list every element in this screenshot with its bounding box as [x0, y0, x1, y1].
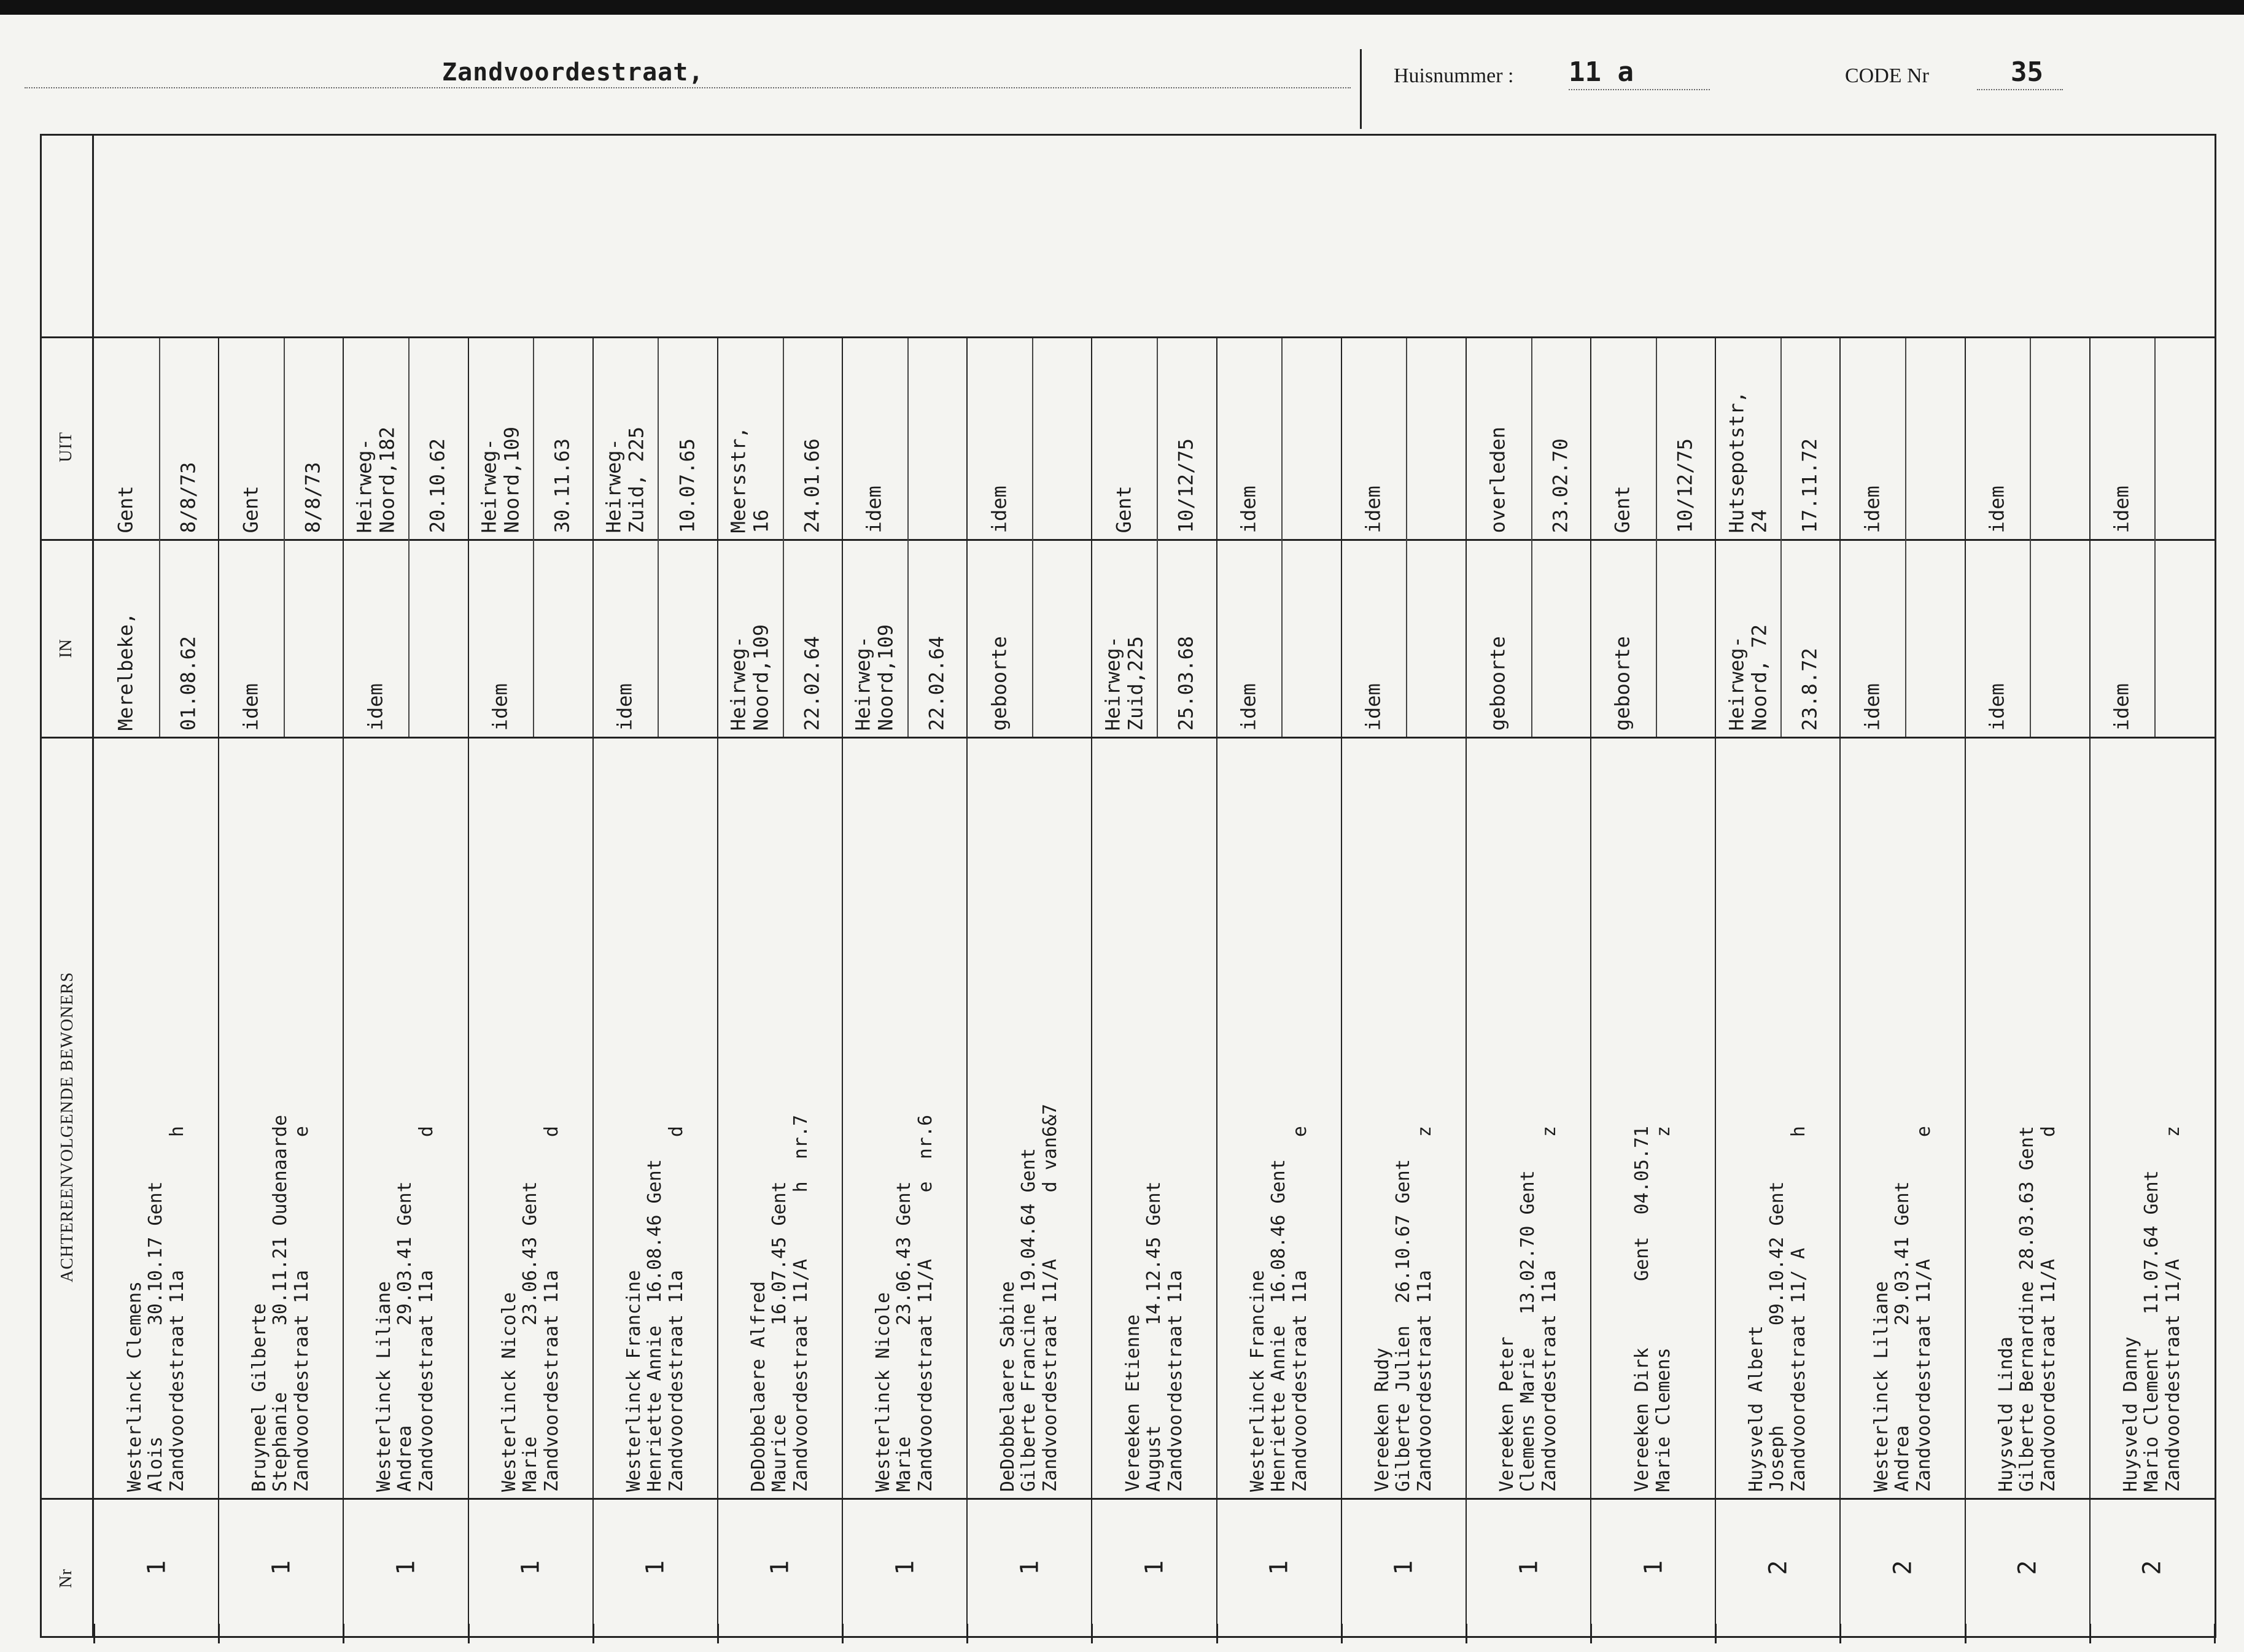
row-number: 1: [1015, 1560, 1044, 1576]
uit-place: idem: [987, 485, 1011, 533]
row-number: 1: [1265, 1560, 1294, 1576]
in-place: idem: [1986, 683, 2009, 731]
in-date: [1656, 541, 1716, 737]
col-header-in: IN: [56, 638, 76, 658]
uit-date: [1032, 338, 1092, 539]
in-place: idem: [613, 683, 637, 731]
bottom-tick: [717, 1624, 719, 1643]
uit-place: idem: [1362, 485, 1386, 533]
in-date: [2030, 541, 2090, 737]
huisnummer-dotline: [1569, 89, 1710, 90]
in-date: [1531, 541, 1591, 737]
uit-date: [1905, 338, 1965, 539]
uit-date: [1406, 338, 1466, 539]
bottom-tick: [1216, 1624, 1218, 1643]
in-place: idem: [488, 683, 512, 731]
uit-place: Gent: [1611, 485, 1635, 533]
uit-date: 17.11.72: [1798, 438, 1822, 533]
uit-place: Gent: [239, 485, 263, 533]
in-place: idem: [239, 683, 263, 731]
in-date: 23.8.72: [1798, 648, 1822, 731]
bottom-tick: [1965, 1624, 1966, 1643]
uit-place: idem: [863, 485, 887, 533]
uit-place: Hutsepotstr, 24: [1725, 390, 1771, 533]
in-place: Heirweg- Noord,109: [726, 624, 773, 731]
in-date: [1281, 541, 1341, 737]
code-dotline: [1977, 89, 2063, 90]
in-date: [1032, 541, 1092, 737]
in-place: geboorte: [987, 635, 1011, 731]
in-date: [658, 541, 718, 737]
uit-date: 10.07.65: [675, 438, 699, 533]
uit-date: [907, 338, 968, 539]
resident-entry: Vereeken Rudy Gilberte Julien 26.10.67 Gent Zandvoordestraat 11a z: [1371, 1125, 1435, 1492]
code-label: CODE Nr: [1845, 64, 1929, 87]
huisnummer-label: Huisnummer :: [1394, 64, 1514, 87]
row-number: 2: [2013, 1560, 2042, 1576]
in-place: idem: [1860, 683, 1884, 731]
resident-entry: Vereeken Dirk Gent 04.05.71 Marie Clemens z: [1631, 1125, 1674, 1492]
bottom-tick: [343, 1624, 344, 1643]
uit-date: 20.10.62: [426, 438, 450, 533]
row-number: 1: [641, 1560, 670, 1576]
bottom-tick: [218, 1624, 220, 1643]
resident-entry: Huysveld Danny Mario Clement 11.07.64 Gent Zandvoordestraat 11/A z: [2119, 1125, 2184, 1492]
row-number: 2: [1763, 1560, 1792, 1576]
bottom-tick: [2089, 1624, 2091, 1643]
in-place: idem: [1362, 683, 1386, 731]
resident-entry: Westerlinck Nicole Marie 23.06.43 Gent Zandvoordestraat 11a d: [498, 1125, 562, 1492]
resident-entry: Westerlinck Francine Henriette Annie 16.08.46 Gent Zandvoordestraat 11a d: [623, 1125, 687, 1492]
resident-entry: Vereeken Etienne August 14.12.45 Gent Zandvoordestraat 11a: [1122, 1181, 1186, 1492]
uit-date: [1281, 338, 1341, 539]
uit-place: Gent: [114, 485, 138, 533]
bottom-tick: [1341, 1624, 1343, 1643]
uit-date: 8/8/73: [301, 462, 325, 533]
in-date: [533, 541, 593, 737]
uit-place: Heirweg- Zuid, 225: [602, 426, 648, 533]
resident-entry: Westerlinck Liliane Andrea 29.03.41 Gent Zandvoordestraat 11a d: [373, 1125, 438, 1492]
in-date: 25.03.68: [1174, 635, 1198, 731]
uit-place: Heirweg- Noord,182: [352, 426, 399, 533]
bottom-tick: [1466, 1624, 1467, 1643]
uit-date: 10/12/75: [1674, 438, 1698, 533]
uit-date: 24.01.66: [800, 438, 824, 533]
row-number: 1: [766, 1560, 794, 1576]
row-number: 1: [391, 1560, 420, 1576]
bottom-tick: [1839, 1624, 1841, 1643]
street-dotline: [25, 87, 1351, 88]
row-number: 1: [1639, 1560, 1667, 1576]
in-date: [1905, 541, 1965, 737]
row-number: 1: [1139, 1560, 1168, 1576]
bottom-tick: [2214, 1624, 2216, 1643]
in-date: [284, 541, 344, 737]
resident-entry: Westerlinck Clemens Alois 30.10.17 Gent Zandvoordestraat 11a h: [123, 1125, 188, 1492]
col-header-nr: Nr: [56, 1569, 76, 1588]
in-place: idem: [2110, 683, 2134, 731]
bottom-tick: [592, 1624, 594, 1643]
in-date: [1406, 541, 1466, 737]
in-place: geboorte: [1611, 635, 1635, 731]
row-number: 1: [266, 1560, 295, 1576]
col-header-uit: UIT: [56, 432, 76, 462]
resident-entry: Huysveld Albert Joseph 09.10.42 Gent Zandvoordestraat 11/ A h: [1745, 1125, 1810, 1492]
uit-date: 8/8/73: [177, 462, 201, 533]
in-place: Heirweg- Noord,109: [852, 624, 898, 731]
bottom-tick: [1590, 1624, 1592, 1643]
resident-entry: Bruyneel Gilberte Stephanie 30.11.21 Oudenaarde Zandvoordestraat 11a e: [249, 1114, 313, 1492]
uit-place: overleden: [1486, 426, 1510, 533]
bottom-tick: [1715, 1624, 1717, 1643]
resident-entry: Huysveld Linda Gilberte Bernardine 28.03.63 Gent Zandvoordestraat 11/A d: [1995, 1125, 2059, 1492]
row-number: 2: [1889, 1560, 1917, 1576]
resident-entry: Westerlinck Liliane Andrea 29.03.41 Gent Zandvoordestraat 11/A e: [1870, 1125, 1935, 1492]
uit-date: [2030, 338, 2090, 539]
uit-place: idem: [1986, 485, 2009, 533]
uit-place: idem: [1237, 485, 1261, 533]
street-name: Zandvoordestraat,: [442, 58, 704, 87]
bottom-tick: [468, 1624, 470, 1643]
in-place: geboorte: [1486, 635, 1510, 731]
resident-entry: Westerlinck Francine Henriette Annie 16.08.46 Gent Zandvoordestraat 11a e: [1246, 1125, 1311, 1492]
in-place: Heirweg- Zuid,225: [1101, 635, 1147, 731]
huisnummer-value: 11 a: [1569, 56, 1634, 88]
in-place: idem: [1237, 683, 1261, 731]
uit-place: Gent: [1112, 485, 1136, 533]
resident-entry: DeDobbelaere Sabine Gilberte Francine 19.04.64 Gent Zandvoordestraat 11/A d van6&7: [997, 1103, 1062, 1492]
col-header-bewoners: ACHTEREENVOLGENDE BEWONERS: [58, 972, 77, 1282]
row-number: 1: [1514, 1560, 1543, 1576]
uit-date: [2154, 338, 2215, 539]
bottom-tick: [842, 1624, 844, 1643]
in-date: 01.08.62: [177, 635, 201, 731]
in-date: 22.02.64: [800, 635, 824, 731]
in-place: idem: [363, 683, 387, 731]
row-number: 1: [516, 1560, 545, 1576]
row-number: 2: [2138, 1560, 2167, 1576]
in-date: [408, 541, 468, 737]
bottom-tick: [93, 1624, 95, 1643]
bottom-tick: [966, 1624, 968, 1643]
uit-place: Meersstr, 16: [726, 426, 773, 533]
row-number: 1: [142, 1560, 171, 1576]
row-number: 1: [1389, 1560, 1418, 1576]
resident-entry: DeDobbelaere Alfred Maurice 16.07.45 Gent Zandvoordestraat 11/A h nr.7: [747, 1114, 812, 1492]
resident-entry: Vereeken Peter Clemens Marie 13.02.70 Gent Zandvoordestraat 11a z: [1496, 1125, 1560, 1492]
uit-place: idem: [2110, 485, 2134, 533]
uit-date: 23.02.70: [1548, 438, 1572, 533]
uit-place: Heirweg- Noord,109: [477, 426, 524, 533]
uit-date: 30.11.63: [551, 438, 575, 533]
in-place: Heirweg- Noord, 72: [1725, 624, 1771, 731]
uit-place: idem: [1860, 485, 1884, 533]
in-date: [2154, 541, 2215, 737]
row-number: 1: [890, 1560, 919, 1576]
bottom-tick: [1091, 1624, 1093, 1643]
header-separator: [1360, 49, 1362, 129]
uit-date: 10/12/75: [1174, 438, 1198, 533]
resident-entry: Westerlinck Nicole Marie 23.06.43 Gent Zandvoordestraat 11/A e nr.6: [872, 1114, 936, 1492]
in-place: Merelbeke,: [114, 612, 138, 731]
code-value: 35: [2011, 56, 2043, 88]
in-date: 22.02.64: [925, 635, 949, 731]
top-edge: [0, 0, 2244, 15]
